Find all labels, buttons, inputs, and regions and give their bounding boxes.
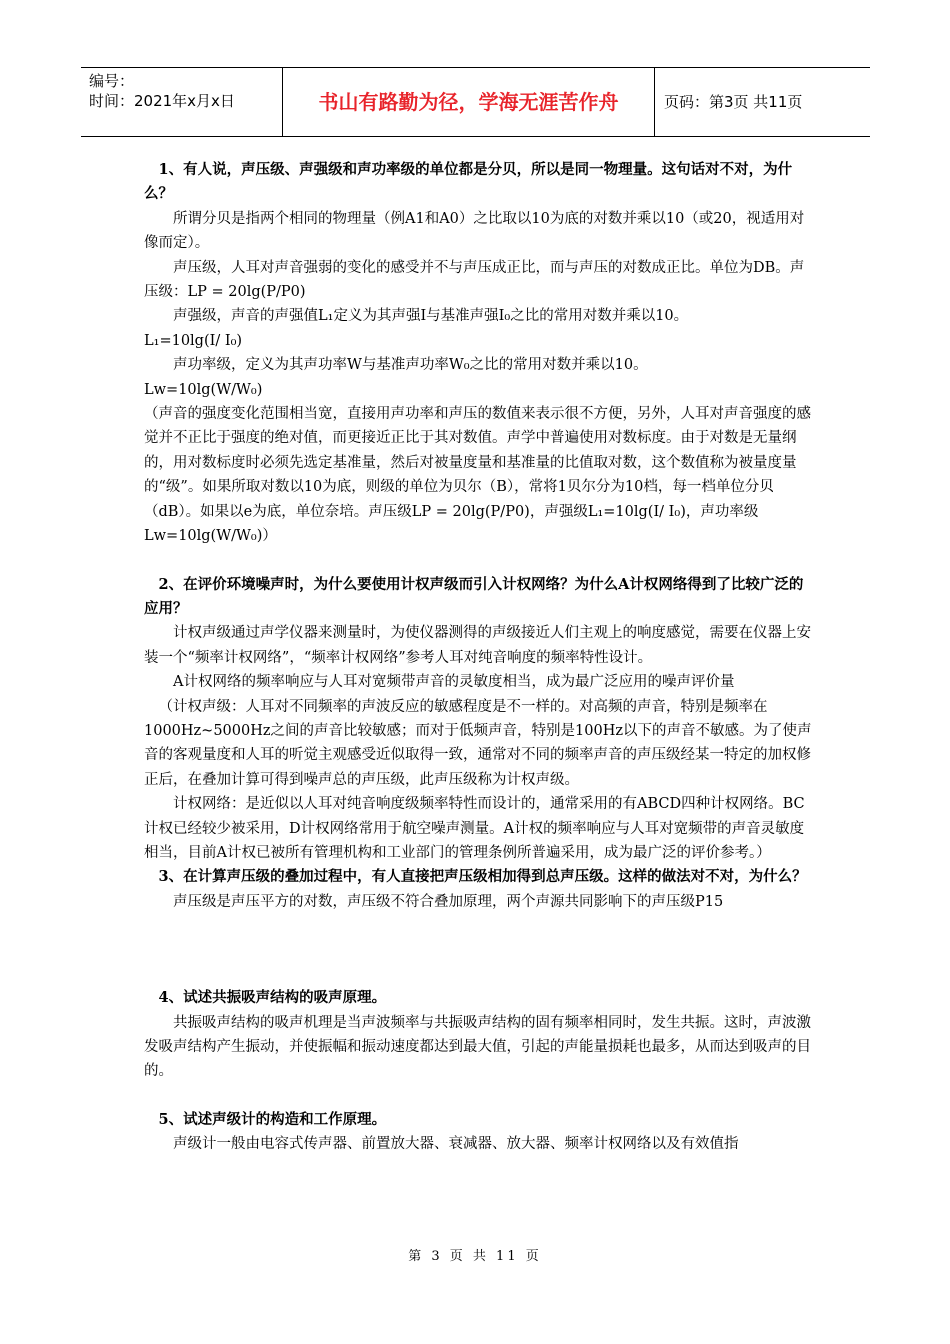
q1-paragraph-2: 声压级，人耳对声音强弱的变化的感受并不与声压成正比，而与声压的对数成正比。单位为DB。声压级：LP = 20lg(P/P0) <box>144 259 805 301</box>
q1-paragraph-4: 声功率级，定义为其声功率W与基准声功率W₀之比的常用对数并乘以10。 <box>173 357 648 374</box>
q2-paragraph-3: （计权声级：人耳对不同频率的声波反应的敏感程度是不一样的。对高频的声音，特别是频率在1000Hz~5000Hz之间的声音比较敏感；而对于低频声音，特别是100Hz以下的声音不敏感。为了使声音的客观量度和人耳的听觉主观感受近似取得一致，通常对不同的频率声音的声压级经某一特定的加权修正后，在叠加计算可得到噪声总的声压级，此声压级称为计权声级。 <box>144 698 812 788</box>
document-date: 时间：2021年x月x日 <box>89 92 235 110</box>
q2-paragraph-2: A计权网络的频率响应与人耳对宽频带声音的灵敏度相当，成为最广泛应用的噪声评价量 <box>173 674 735 691</box>
question-3: 3、在计算声压级的叠加过程中，有人直接把声压级相加得到总声压级。这样的做法对不对，为什么？ <box>158 868 807 886</box>
spacer <box>144 914 814 986</box>
page-footer: 第 3 页 共 11 页 <box>408 1249 542 1264</box>
question-2: 2、在评价环境噪声时，为什么要使用计权声级而引入计权网络？为什么A计权网络得到了比较广泛的应用？ <box>144 575 804 617</box>
document-body <box>144 158 814 1157</box>
header-motto: 书山有路勤为径，学海无涯苦作舟 <box>283 68 655 136</box>
page-header <box>81 67 870 137</box>
q1-formula-sound-power: Lw=10lg(W/W₀) <box>144 381 263 398</box>
spacer <box>144 549 814 573</box>
header-page-info: 页码：第3页 共11页 <box>664 93 803 111</box>
question-1: 1、有人说，声压级、声强级和声功率级的单位都是分贝，所以是同一物理量。这句话对不对，为什么？ <box>144 161 793 203</box>
q1-paragraph-1: 所谓分贝是指两个相同的物理量（例A1和A0）之比取以10为底的对数并乘以10（或20，视适用对像而定）。 <box>144 210 805 252</box>
q2-paragraph-1: 计权声级通过声学仪器来测量时，为使仪器测得的声级接近人们主观上的响度感觉，需要在仪器上安装一个“频率计权网络”，“频率计权网络”参考人耳对纯音响度的频率特性设计。 <box>144 625 811 666</box>
header-meta-cell <box>81 68 283 136</box>
q3-paragraph-1: 声压级是声压平方的对数，声压级不符合叠加原理，两个声源共同影响下的声压级P15 <box>173 893 724 910</box>
q1-paragraph-5: （声音的强度变化范围相当宽，直接用声功率和声压的数值来表示很不方便，另外，人耳对声音强度的感觉并不正比于强度的绝对值，而更接近正比于其对数值。声学中普遍使用对数标度。由于对数是无量纲的，用对数标度时必须先选定基准量，然后对被量度量和基准量的比值取对数，这个数值称为被量度量的“级”。如果所取对数以10为底，则级的单位为贝尔（B），常将1贝尔分为10档，每一档单位分贝（dB）。如果以e为底，单位奈培。声压级LP = 20lg(P/P0)，声强级L₁=10lg(I/ I₀)，声功率级Lw=10lg(W/W₀)） <box>144 406 811 545</box>
q1-formula-sound-intensity: L₁=10lg(I/ I₀) <box>144 332 243 349</box>
spacer <box>144 1084 814 1108</box>
q5-paragraph-1: 声级计一般由电容式传声器、前置放大器、衰减器、放大器、频率计权网络以及有效值指 <box>173 1136 739 1153</box>
q2-paragraph-4: 计权网络：是近似以人耳对纯音响度级频率特性而设计的，通常采用的有ABCD四种计权网络。BC计权已经较少被采用，D计权网络常用于航空噪声测量。A计权的频率响应与人耳对宽频带的声音灵敏度相当，目前A计权已被所有管理机构和工业部门的管理条例所普遍采用，成为最广泛的评价参考。） <box>144 796 805 861</box>
question-5: 5、试述声级计的构造和工作原理。 <box>158 1110 387 1128</box>
document-number-label: 编号： <box>89 72 135 90</box>
q4-paragraph-1: 共振吸声结构的吸声机理是当声波频率与共振吸声结构的固有频率相同时，发生共振。这时，声波激发吸声结构产生振动，并使振幅和振动速度都达到最大值，引起的声能量损耗也最多，从而达到吸声的目的。 <box>144 1014 811 1080</box>
question-4: 4、试述共振吸声结构的吸声原理。 <box>158 989 387 1007</box>
q1-paragraph-3: 声强级，声音的声强值L₁定义为其声强I与基准声强I₀之比的常用对数并乘以10。 <box>173 308 689 325</box>
